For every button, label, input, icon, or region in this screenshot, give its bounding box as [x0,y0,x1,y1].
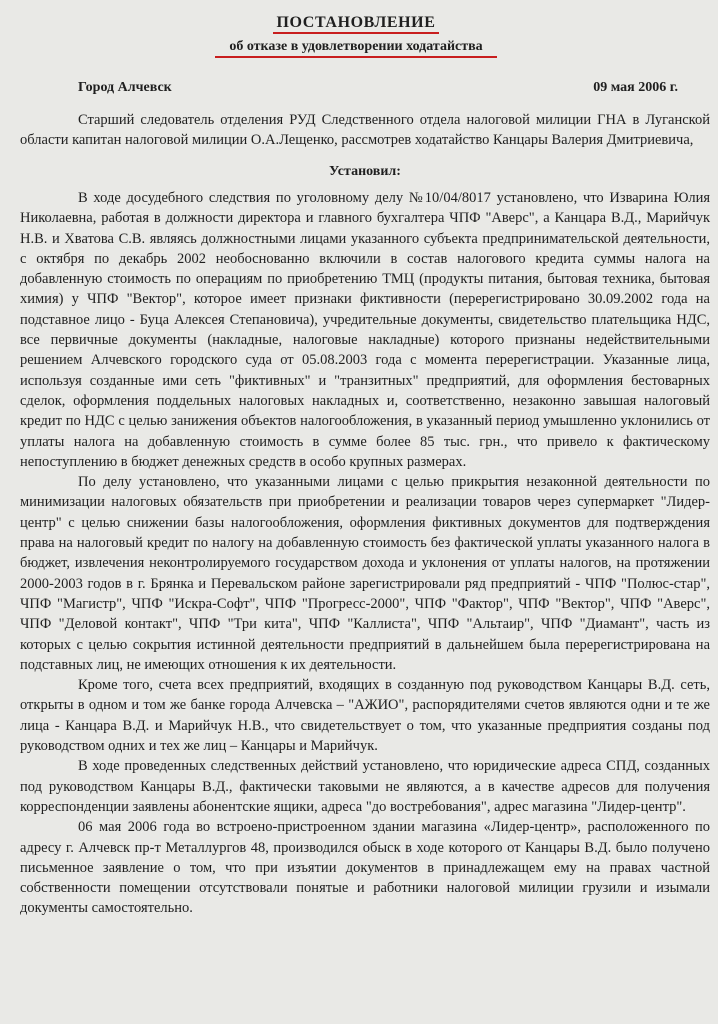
date: 09 мая 2006 г. [593,80,678,95]
body-paragraph: По делу установлено, что указанными лицами с целью прикрытия незаконной деятельности по минимизации налоговых обязательств при приобретении и реализации товаров через супермаркет "Лидер-центр" с целью снижении базы налогообложения, оформления фиктивных документов для подтверждения права на налоговый кредит по налогу на добавленную стоимость без фактической уплаты указанного налога в бюджет, извлечения неконтролируемого государством дохода и уклонения от уплаты налогов, на протяжении 2000-2003 годов в г. Брянка и Перевальском районе зарегистрировали ряд предприятий - ЧПФ "Полюс-стар", ЧПФ "Магистр", ЧПФ "Искра-Софт", ЧПФ "Прогресс-2000", ЧПФ "Фактор", ЧПФ "Вектор", ЧПФ "Аверс", ЧПФ "Деловой контакт", ЧПФ "Три кита", ЧПФ "Каллиста", ЧПФ "Альтаир", ЧПФ "Диамант", часть из которых с целью сокрытия истинной деятельности предприятий в дальнейшем была перерегистрирована на подставных лиц, не имеющих отношения к их деятельности. [20,474,710,673]
city: Город Алчевск [78,80,172,95]
document-title: ПОСТАНОВЛЕНИЕ [273,14,440,34]
subtitle-block [2,37,710,58]
document-subtitle: об отказе в удовлетворении ходатайства [215,39,496,58]
title-block [2,14,710,34]
body-paragraph: В ходе досудебного следствия по уголовному делу №10/04/8017 установлено, что Изварина Юлия Николаевна, работая в должности директора и главного бухгалтера ЧПФ "Аверс", а Канцара В.Д., Марийчук Н.В. и Хватова С.В. являясь должностными лицами указанного субъекта предпринимательской деятельности, с октября по декабрь 2002 необоснованно включили в состав налогового кредита суммы налога на добавленную стоимость по операциям по приобретению ТМЦ (продукты питания, бытовая техника, бытовая химия) у ЧПФ "Вектор", которое имеет признаки фиктивности (перерегистрировано 30.09.2002 года на подставное лицо - Буца Алексея Степановича), учредительные документы, свидетельство плательщика НДС, все первичные документы (накладные, налоговые накладные) которого признаны недействительными решением Алчевского городского суда от 05.08.2003 года с момента перерегистрации. Указанные лица, используя созданные ими сеть "фиктивных" и "транзитных" предприятий, для оформления бестоварных сделок, оформления поддельных налоговых накладных и, соответственно, незаконно завышая налоговый кредит по НДС с целью занижения объектов налогообложения, в указанный период умышленно уклонились от уплаты налога на добавленную стоимость в сумме более 85 тыс. грн., что привело к фактическому непоступлению в бюджет денежных средств в особо крупных размерах. [20,190,710,470]
intro-paragraph: Старший следователь отделения РУД Следственного отдела налоговой милиции ГНА в Луганской области капитан налоговой милиции О.А.Лещенко, рассмотрев ходатайство Канцары Валерия Дмитриевича, [20,112,710,148]
body-paragraph: В ходе проведенных следственных действий установлено, что юридические адреса СПД, созданных под руководством Канцары В.Д., фактически таковыми не являются, а в качестве адресов для получения корреспонденции заявлены абонентские ящики, адреса "до востребования", адрес магазина "Лидер-центр". [20,758,710,815]
city-date-row [20,80,710,96]
body-paragraph: 06 мая 2006 года во встроено-пристроенном здании магазина «Лидер-центр», расположенного по адресу г. Алчевск пр-т Металлургов 48, производился обыск в ходе которого от Канцары В.Д. было получено письменное заявление о том, что при изъятии документов в принадлежащем ему на правах частной собственности помещении отсутствовали понятые и работники налоговой милиции грузили и изымали документы самостоятельно. [20,819,710,917]
body-paragraph: Кроме того, счета всех предприятий, входящих в созданную под руководством Канцары В.Д. сеть, открыты в одном и том же банке города Алчевска – "АЖИО", распорядителями счетов являются одни и те же лица - Канцара В.Д. и Марийчук Н.В., что свидетельствует о том, что указанные предприятия созданы под руководством одних и тех же лиц – Канцары и Марийчук. [20,677,710,755]
section-heading: Установил: [329,164,401,179]
